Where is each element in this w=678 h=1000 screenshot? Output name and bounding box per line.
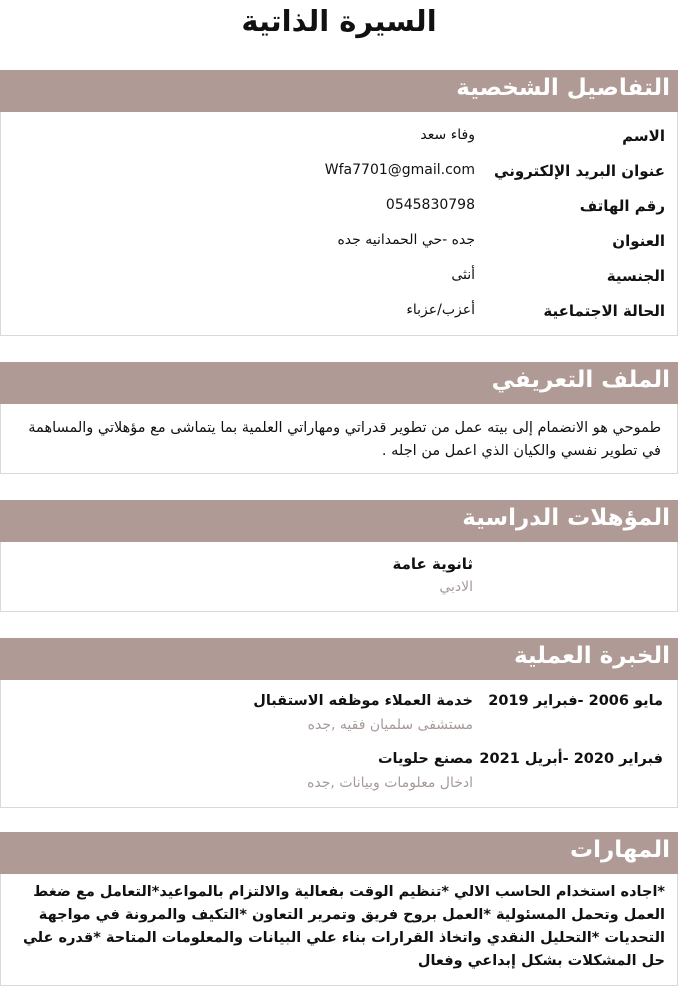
detail-label: الجنسية xyxy=(606,267,665,285)
profile-text: طموحي هو الانضمام إلى بيته عمل من تطوير قدراتي ومهاراتي العلمية بما يتماشى مع مؤهلاتي والمساهمة في تطوير نفسي والكيان الذي اعمل من اجله . xyxy=(28,420,661,459)
education-subtitle: الادبي xyxy=(439,579,473,595)
detail-row-marital-status xyxy=(1,300,678,324)
detail-label: الاسم xyxy=(622,127,665,145)
personal-details-box xyxy=(0,112,678,336)
education-title: ثانوية عامة xyxy=(392,555,473,573)
experience-date: فبراير 2020 -أبريل 2021 xyxy=(479,751,663,767)
detail-label: رقم الهاتف xyxy=(579,197,665,215)
profile-heading: الملف التعريفي xyxy=(491,367,670,393)
skills-heading: المهارات xyxy=(570,837,670,863)
experience-title: خدمة العملاء موظفه الاستقبال xyxy=(253,693,473,709)
personal-details-heading: التفاصيل الشخصية xyxy=(456,75,670,101)
detail-value: 0545830798 xyxy=(385,197,475,213)
detail-row-phone xyxy=(1,195,678,219)
detail-label: عنوان البريد الإلكتروني xyxy=(494,162,665,180)
detail-row-name xyxy=(1,125,678,149)
skills-header xyxy=(0,832,678,874)
experience-heading: الخبرة العملية xyxy=(513,643,670,669)
detail-value: Wfa7701@gmail.com xyxy=(324,162,475,178)
detail-row-address xyxy=(1,230,678,254)
education-heading: المؤهلات الدراسية xyxy=(462,505,670,531)
education-box xyxy=(0,542,678,612)
personal-details-header xyxy=(0,70,678,112)
experience-box xyxy=(0,680,678,808)
detail-label: العنوان xyxy=(612,232,665,250)
detail-value: جده -حي الحمدانيه جده xyxy=(337,232,475,248)
experience-title: مصنع حلويات xyxy=(377,751,473,767)
experience-date: مايو 2006 -فبراير 2019 xyxy=(488,693,663,709)
detail-value: أعزب/عزباء xyxy=(406,302,475,318)
skills-box xyxy=(0,874,678,986)
experience-place: ادخال معلومات وبيانات ,جده xyxy=(307,775,473,791)
profile-header xyxy=(0,362,678,404)
detail-label: الحالة الاجتماعية xyxy=(543,302,665,320)
detail-value: وفاء سعد xyxy=(420,127,475,143)
skills-text: *اجاده استخدام الحاسب الالي *تنظيم الوقت بفعالية والالتزام بالمواعيد*التعامل مع ضغط العمل وتحمل المسئولية *العمل بروح فريق وتمرير التعاون *التكيف والمرونة في مواجهة التحديات *التحليل النقدي واتخاذ القرارات بناء علي البيانات والمعلومات المتاحة *قدره علي حل المشكلات بشكل إبداعي وفعال xyxy=(22,884,665,969)
experience-place: مستشفى سلميان فقيه ,جده xyxy=(307,717,473,733)
detail-row-email xyxy=(1,160,678,184)
detail-value: أنثى xyxy=(451,267,475,283)
education-header xyxy=(0,500,678,542)
page-title: السيرة الذاتية xyxy=(241,4,437,38)
experience-header xyxy=(0,638,678,680)
profile-box xyxy=(0,404,678,474)
detail-row-nationality xyxy=(1,265,678,289)
